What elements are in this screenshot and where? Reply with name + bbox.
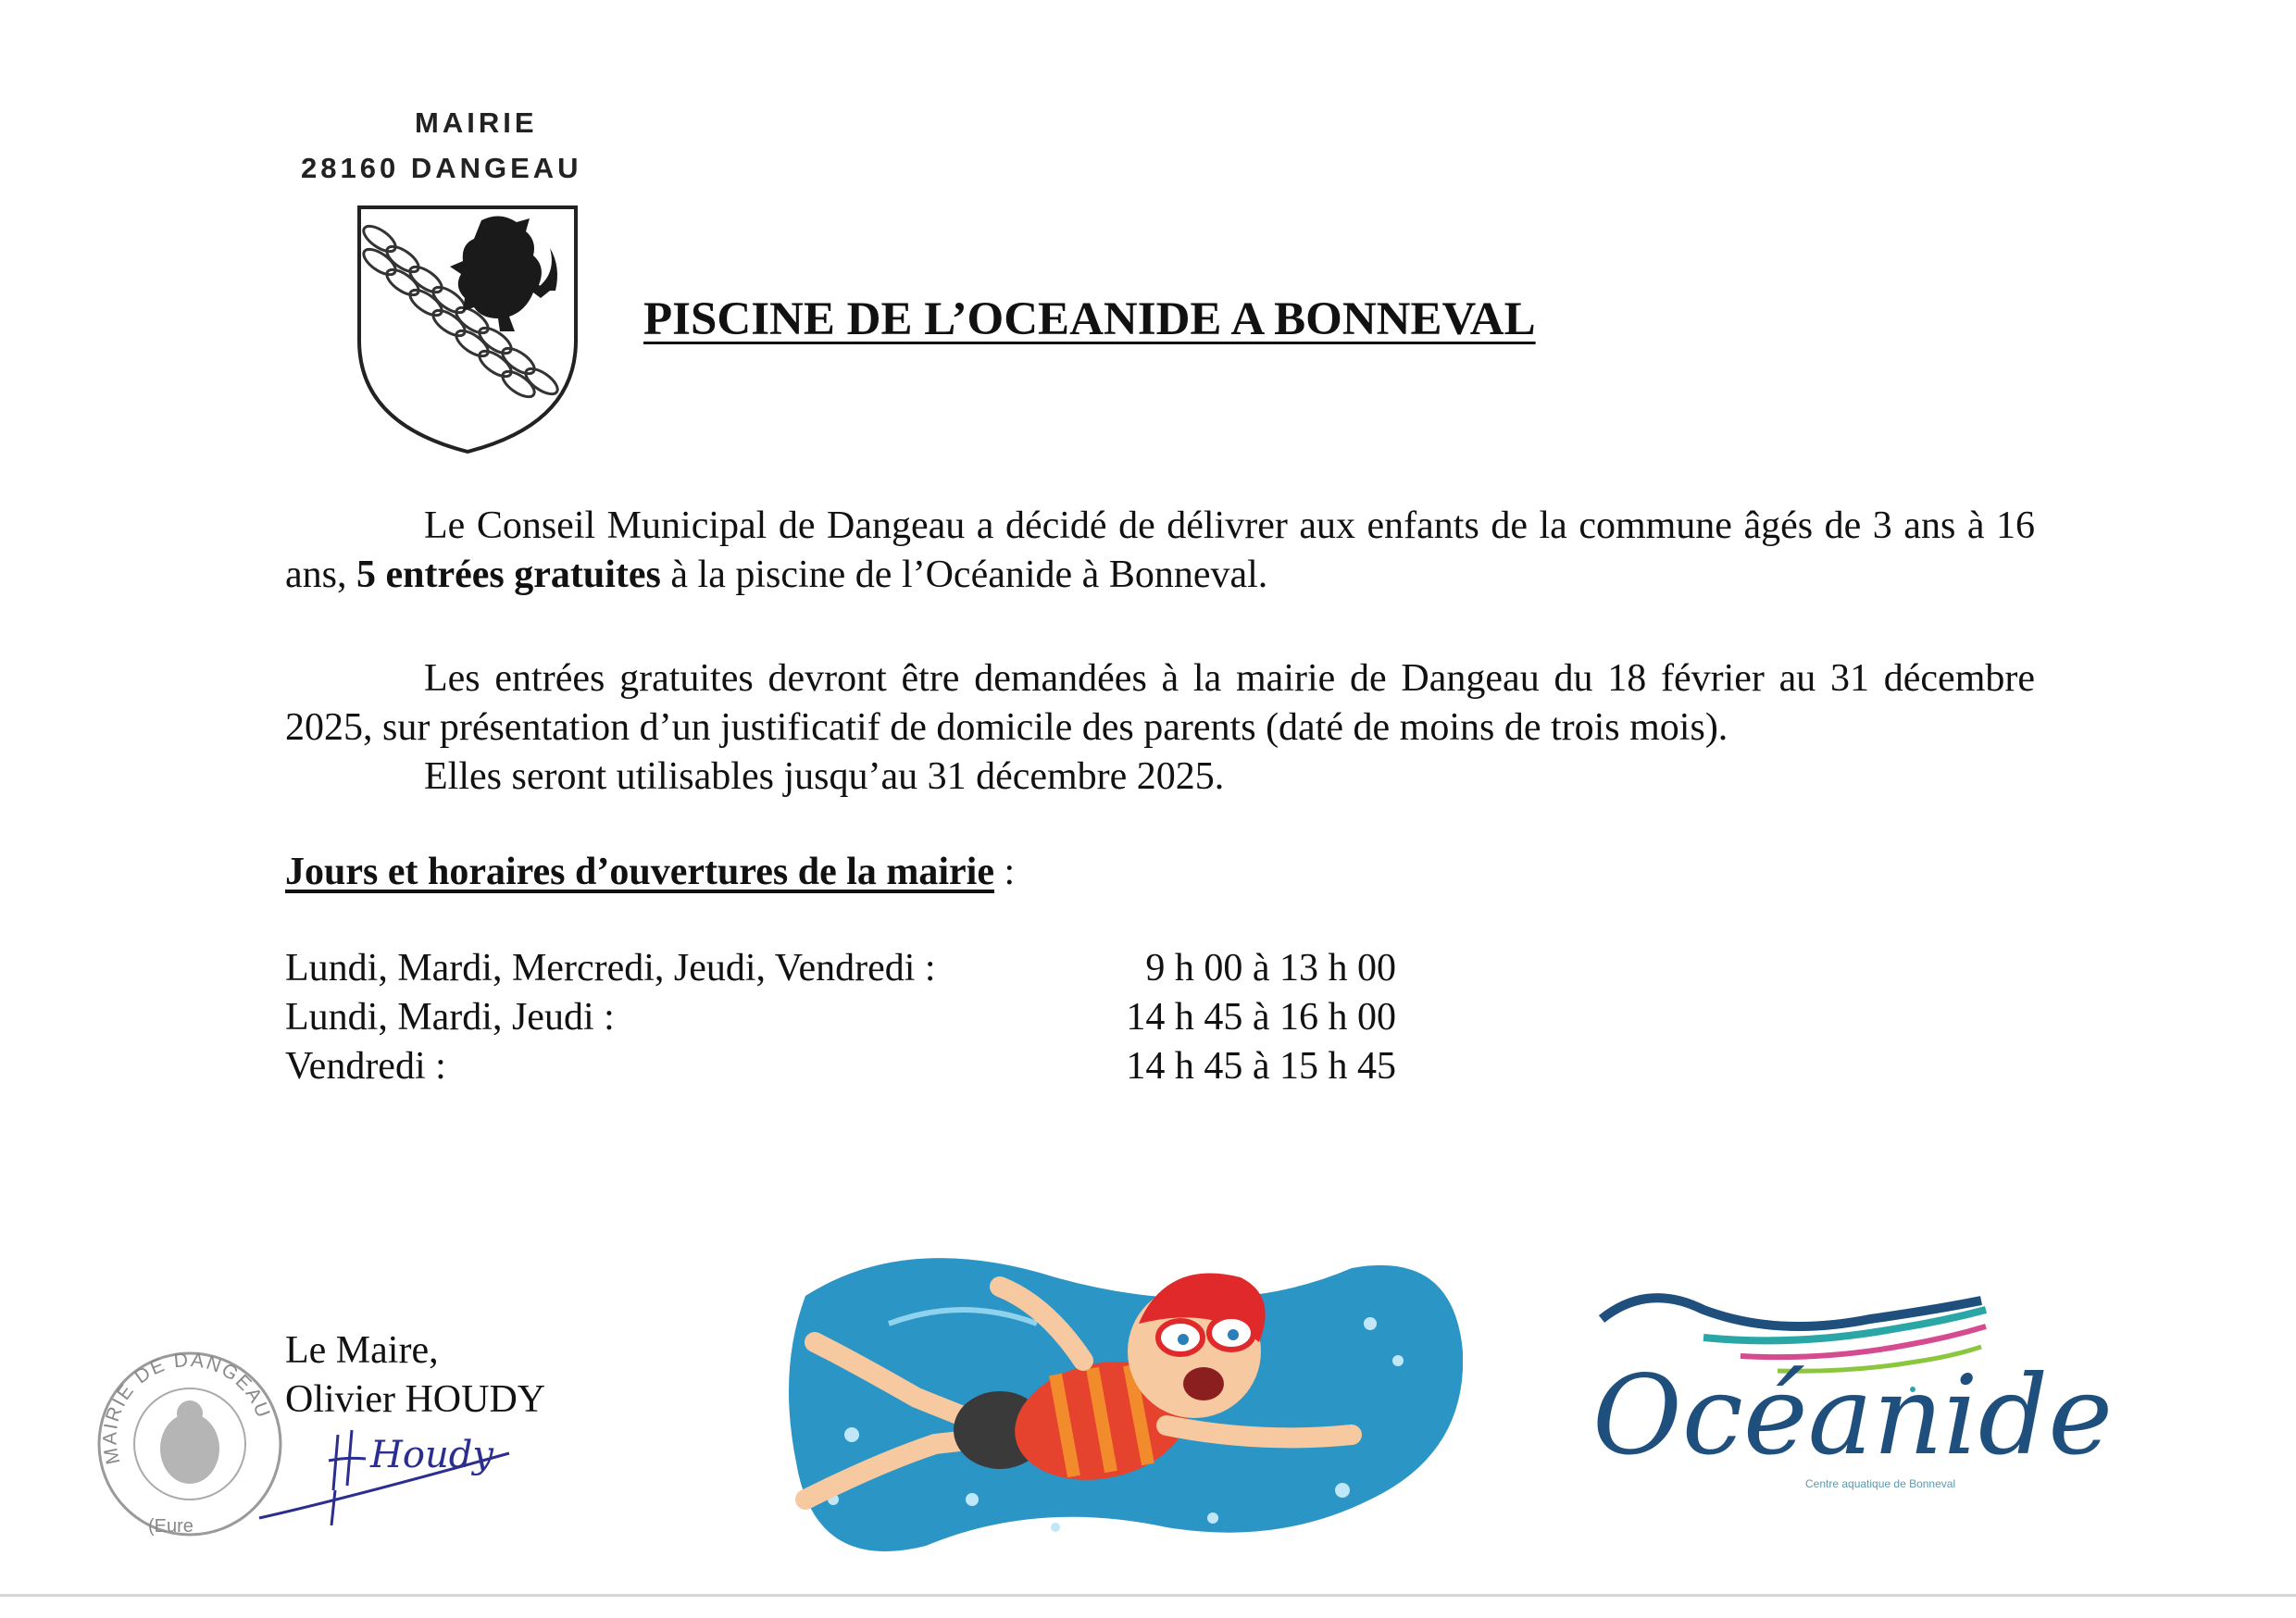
request-text: Les entrées gratuites devront être demandées à la mairie de Dangeau du 18 février au 31 décembre 2025, sur présentation d’un justificatif de domicile des parents (daté de moins de trois mois). (285, 657, 2035, 749)
hours-time: 9 h 00 à 13 h 00 (1145, 947, 1396, 989)
stamp-text: MAIRIE DE DANGEAU (99, 1349, 275, 1467)
hours-row (285, 995, 1396, 1044)
hours-row (285, 1044, 1396, 1093)
intro-text-after: à la piscine de l’Océanide à Bonneval. (660, 554, 1268, 596)
intro-paragraph (285, 502, 2035, 600)
swimmer-illustration (778, 1222, 1463, 1574)
page-bottom-edge (0, 1594, 2296, 1597)
stamp-bottom-text: (Eure (148, 1516, 193, 1537)
validity-paragraph (285, 753, 2035, 802)
oceanide-logo-text: Océanide (1592, 1351, 2114, 1479)
request-paragraph (285, 654, 2035, 753)
hours-days: Lundi, Mardi, Mercredi, Jeudi, Vendredi : (285, 947, 936, 989)
hours-title-suffix: : (994, 851, 1016, 893)
oceanide-tagline: Centre aquatique de Bonneval (1805, 1477, 1956, 1490)
signature-block (285, 1326, 545, 1425)
hours-days: Lundi, Mardi, Jeudi : (285, 996, 615, 1039)
hours-row (285, 946, 1396, 995)
hours-days: Vendredi : (285, 1045, 446, 1088)
hours-time: 14 h 45 à 15 h 45 (1126, 1045, 1396, 1088)
hours-time: 14 h 45 à 16 h 00 (1126, 996, 1396, 1039)
mayor-name: Olivier HOUDY (285, 1378, 546, 1421)
page-title: PISCINE DE L’OCEANIDE A BONNEVAL (643, 293, 1536, 345)
validity-text: Elles seront utilisables jusqu’au 31 décembre 2025. (424, 755, 1225, 798)
mayor-role: Le Maire, (285, 1329, 439, 1372)
coat-of-arms-icon (352, 202, 583, 456)
handwritten-signature (231, 1416, 537, 1537)
intro-text-before: Le Conseil Municipal de Dangeau a décidé de délivrer aux enfants de la commune âgés de 3 ans à 16 ans, (285, 504, 2035, 596)
hours-title: Jours et horaires d’ouvertures de la mairie (285, 851, 994, 893)
signature-handwriting: Houdy (370, 1434, 493, 1476)
hours-heading (285, 850, 1015, 894)
free-entries-highlight: 5 entrées gratuites (356, 554, 661, 596)
commune-label: 28160 DANGEAU (301, 152, 582, 184)
mairie-label: MAIRIE (415, 106, 538, 139)
